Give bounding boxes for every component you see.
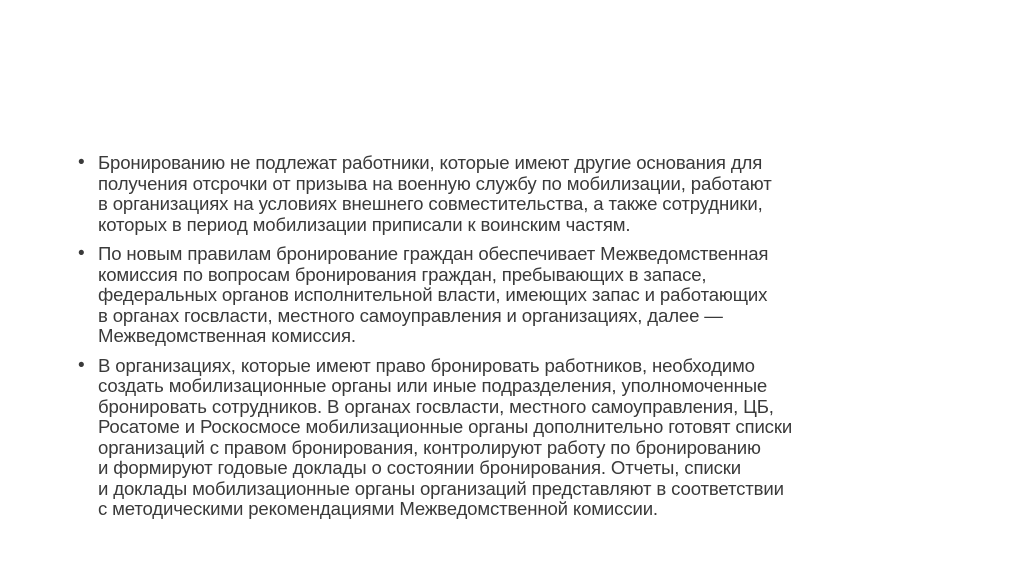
- bullet-marker: •: [78, 354, 85, 376]
- text-line: в органах госвласти, местного самоуправления и организациях, далее —: [98, 304, 723, 326]
- text-line: Межведомственная комиссия.: [98, 325, 356, 346]
- text-line: организаций с правом бронирования, контролируют работу по бронированию: [98, 436, 761, 458]
- text-line: Росатоме и Роскосмосе мобилизационные органы дополнительно готовят списки: [98, 416, 793, 437]
- text-line: Бронированию не подлежат работники, которые имеют другие основания для: [98, 152, 763, 173]
- bullet-item-1: [78, 153, 958, 235]
- bullet-item-2: [78, 244, 958, 347]
- text-line: создать мобилизационные органы или иные подразделения, уполномоченные: [98, 375, 768, 396]
- text-line: По новым правилам бронирование граждан обеспечивает Межведомственная: [98, 243, 769, 264]
- bullet-marker: •: [78, 243, 85, 264]
- text-line: в организациях на условиях внешнего совместительства, а также сотрудники,: [98, 193, 763, 214]
- text-line: с методическими рекомендациями Межведомственной комиссии.: [98, 498, 658, 519]
- text-line: комиссия по вопросам бронирования граждан, пребывающих в запасе,: [98, 263, 707, 285]
- text-line: получения отсрочки от призыва на военную службу по мобилизации, работают: [98, 172, 772, 194]
- bullet-item-3: [78, 356, 958, 520]
- text-line: федеральных органов исполнительной власти, имеющих запас и работающих: [98, 284, 768, 305]
- bullet-list: [78, 153, 958, 529]
- text-line: В организациях, которые имеют право бронировать работников, необходимо: [98, 354, 755, 376]
- text-line: которых в период мобилизации приписали к воинским частям.: [98, 213, 631, 235]
- text-line: и формируют годовые доклады о состоянии бронирования. Отчеты, списки: [98, 457, 741, 478]
- text-line: и доклады мобилизационные органы организаций представляют в соответствии: [98, 477, 784, 499]
- text-line: бронировать сотрудников. В органах госвласти, местного самоуправления, ЦБ,: [98, 395, 774, 417]
- bullet-marker: •: [78, 152, 85, 173]
